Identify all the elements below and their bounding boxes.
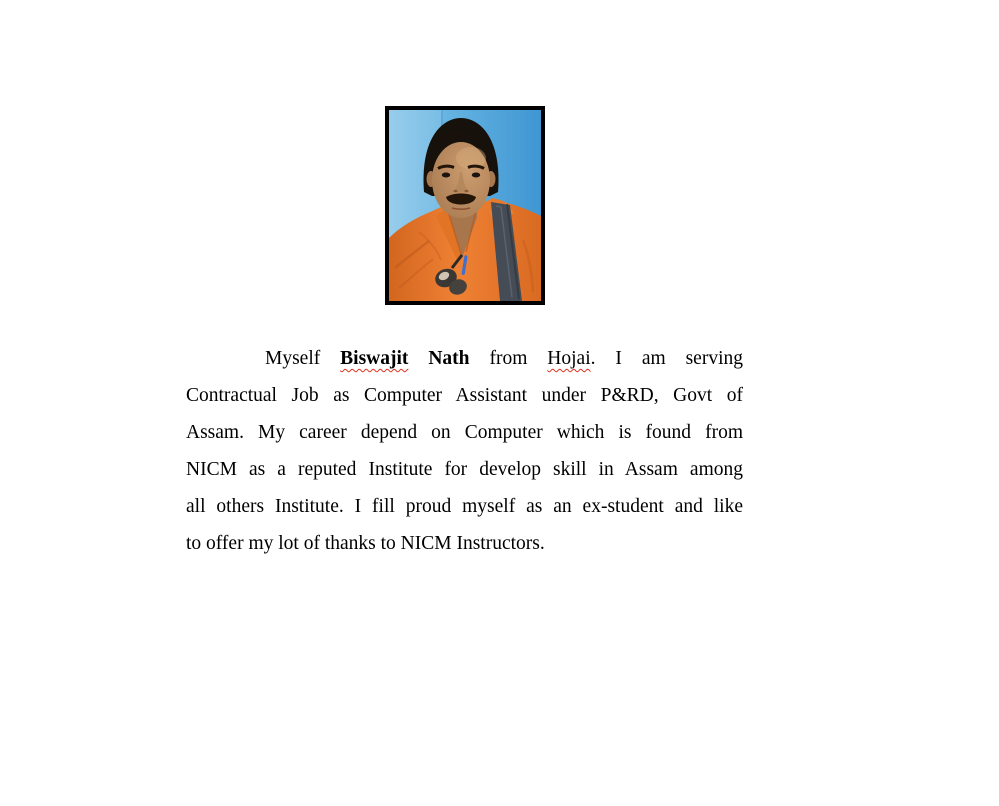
- eye-left: [442, 173, 450, 178]
- portrait-photo[interactable]: [385, 106, 545, 305]
- text-run: from: [489, 348, 548, 369]
- person-surname: Nath: [408, 348, 490, 369]
- bio-line-3: Assam. My career depend on Computer which is found from: [186, 422, 743, 443]
- bio-line-2: Contractual Job as Computer Assistant under P&RD, Govt of: [186, 385, 743, 406]
- eye-right: [472, 173, 480, 178]
- person-name: Biswajit: [340, 348, 409, 369]
- bio-line-5: all others Institute. I fill proud myself as an ex-student and like: [186, 496, 743, 517]
- portrait-illustration: [389, 110, 541, 301]
- bio-line-4: NICM as a reputed Institute for develop skill in Assam among: [186, 459, 743, 480]
- place-name: Hojai: [547, 348, 591, 369]
- text-run: . I am serving: [590, 348, 743, 369]
- text-run: Myself: [265, 348, 341, 369]
- bio-paragraph: [186, 340, 743, 562]
- bio-line-1: [186, 340, 743, 377]
- bio-line-6: to offer my lot of thanks to NICM Instructors.: [186, 533, 545, 554]
